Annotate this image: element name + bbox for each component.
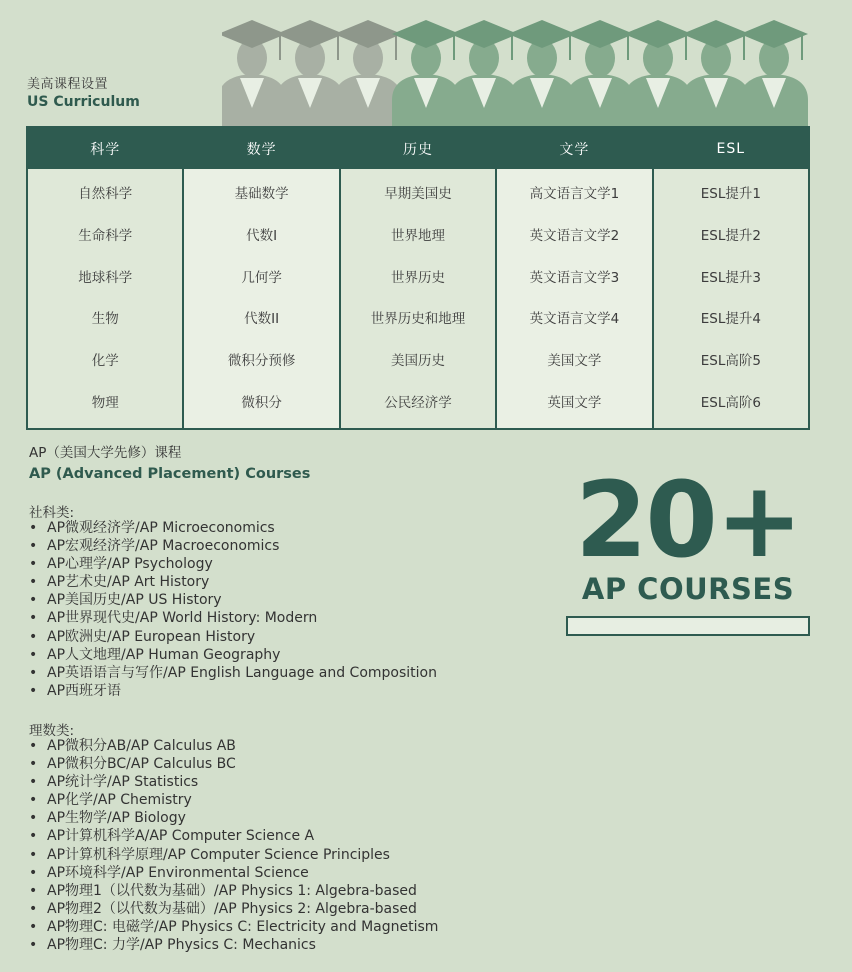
list-item [29,773,438,791]
course-name: AP计算机科学A/AP Computer Science A [47,828,315,845]
course-name: AP人文地理/AP Human Geography [47,646,281,663]
bullet: • [29,556,38,573]
bullet: • [29,682,38,699]
list-item [29,737,438,755]
list-item [29,918,438,936]
list-item [29,664,437,682]
table-cell: 生命科学 [78,227,133,244]
table-cell: 英文语言文学2 [529,227,620,244]
course-name: AP欧洲史/AP European History [47,628,256,645]
bullet: • [29,900,38,917]
course-name: AP世界现代史/AP World History: Modern [47,610,318,627]
course-name: AP宏观经济学/AP Macroeconomics [47,538,280,555]
bullet: • [29,738,38,754]
ap-count-label: AP COURSES [581,572,795,606]
table-cell: ESL提升3 [700,269,761,286]
table-cell: ESL提升4 [700,311,761,328]
column-literature [497,128,653,428]
table-cell: 高文语言文学1 [529,185,620,202]
table-cell: 代数I [246,227,278,244]
list-item [29,519,437,537]
bullet: • [29,538,38,555]
list-item [29,609,437,627]
list-item [29,791,438,809]
bullet: • [29,810,38,827]
curriculum-title-cn: 美高课程设置 [27,77,109,92]
table-cell: 物理 [91,395,119,412]
table-cell: 地球科学 [78,269,133,286]
table-cell: 世界地理 [391,227,446,244]
column-header: 文学 [497,128,651,169]
list-item [29,628,437,646]
bullet: • [29,628,38,645]
list-item [29,827,438,845]
list-item [29,537,437,555]
table-cell: ESL高阶5 [700,353,761,370]
table-cell: 微积分预修 [227,353,296,370]
course-name: AP英语语言与写作/AP English Language and Composition [47,664,437,681]
graduate-icon [624,20,692,130]
curriculum-heading [27,73,140,110]
curriculum-title-en: US Curriculum [27,94,140,110]
course-name: AP物理1（以代数为基础）/AP Physics 1: Algebra-based [47,882,417,899]
ap-count-badge [566,459,810,636]
table-cell: ESL高阶6 [700,395,761,412]
social-category-label: 社科类: [29,505,75,521]
table-cell: 代数II [244,311,280,328]
list-item [29,864,438,882]
table-cell: 早期美国史 [384,185,452,202]
course-name: AP微积分AB/AP Calculus AB [47,738,236,754]
graduate-icon [450,20,518,130]
graduate-icon [508,20,576,130]
list-item [29,900,438,918]
bullet: • [29,592,38,609]
course-name: AP计算机科学原理/AP Computer Science Principles [47,846,390,863]
graduate-icon [566,20,634,130]
course-name: AP微观经济学/AP Microeconomics [47,520,275,536]
bullet: • [29,828,38,845]
graduate-icon [392,20,460,130]
course-name: AP美国历史/AP US History [47,592,222,609]
column-header: 数学 [184,128,338,169]
list-item [29,591,437,609]
table-cell: 英国文学 [547,395,602,412]
bullet: • [29,756,38,773]
course-name: AP西班牙语 [47,682,122,699]
bullet: • [29,864,38,881]
bullet: • [29,646,38,663]
table-cell: 世界历史和地理 [370,311,466,328]
underline-bar [566,616,810,636]
column-history [341,128,497,428]
table-cell: 公民经济学 [384,395,452,412]
graduates-illustration [222,18,822,130]
course-name: AP艺术史/AP Art History [47,574,210,591]
table-cell: 英文语言文学3 [529,269,620,286]
curriculum-table [26,126,810,430]
course-name: AP环境科学/AP Environmental Science [47,864,309,881]
course-name: AP物理C: 电磁学/AP Physics C: Electricity and Magnetism [47,918,439,935]
course-name: AP统计学/AP Statistics [47,774,199,791]
bullet: • [29,520,38,536]
graduate-icon [740,20,808,130]
course-name: AP生物学/AP Biology [47,810,186,827]
list-item [29,555,437,573]
graduate-icon [276,20,344,130]
course-name: AP微积分BC/AP Calculus BC [47,756,236,773]
course-name: AP物理2（以代数为基础）/AP Physics 2: Algebra-based [47,900,417,917]
list-item [29,846,438,864]
column-science [28,128,184,428]
bullet: • [29,664,38,681]
column-esl [654,128,808,428]
social-course-list [29,519,437,700]
list-item [29,882,438,900]
bullet: • [29,610,38,627]
bullet: • [29,937,38,954]
course-name: AP化学/AP Chemistry [47,792,192,809]
column-header: 历史 [341,128,495,169]
graduate-icon [682,20,750,130]
list-item [29,682,437,700]
table-cell: 生物 [91,311,119,328]
list-item [29,573,437,591]
bullet: • [29,882,38,899]
bullet: • [29,574,38,591]
science-course-list [29,737,438,954]
course-name: AP心理学/AP Psychology [47,556,213,573]
list-item [29,809,438,827]
list-item [29,936,438,954]
ap-heading [29,441,310,482]
table-cell: 自然科学 [78,185,133,202]
ap-count-number: 20+ [575,459,801,581]
table-cell: 化学 [91,353,119,370]
table-cell: 基础数学 [234,185,289,202]
bullet: • [29,846,38,863]
table-cell: 英文语言文学4 [529,311,620,328]
list-item [29,646,437,664]
table-cell: 世界历史 [391,269,446,286]
bullet: • [29,792,38,809]
ap-title-en: AP (Advanced Placement) Courses [29,466,311,482]
list-item [29,755,438,773]
bullet: • [29,774,38,791]
column-header: 科学 [28,128,182,169]
table-cell: 几何学 [241,269,282,286]
table-cell: 美国历史 [391,353,446,370]
table-cell: ESL提升1 [700,185,761,202]
table-cell: ESL提升2 [700,227,761,244]
graduate-icon [334,20,402,130]
bullet: • [29,918,38,935]
course-name: AP物理C: 力学/AP Physics C: Mechanics [47,937,316,954]
column-math [184,128,340,428]
science-category-label: 理数类: [29,723,75,739]
ap-title-cn: AP（美国大学先修）课程 [29,445,182,461]
column-header: ESL [654,128,808,169]
table-cell: 微积分 [241,395,282,412]
table-cell: 美国文学 [547,353,602,370]
